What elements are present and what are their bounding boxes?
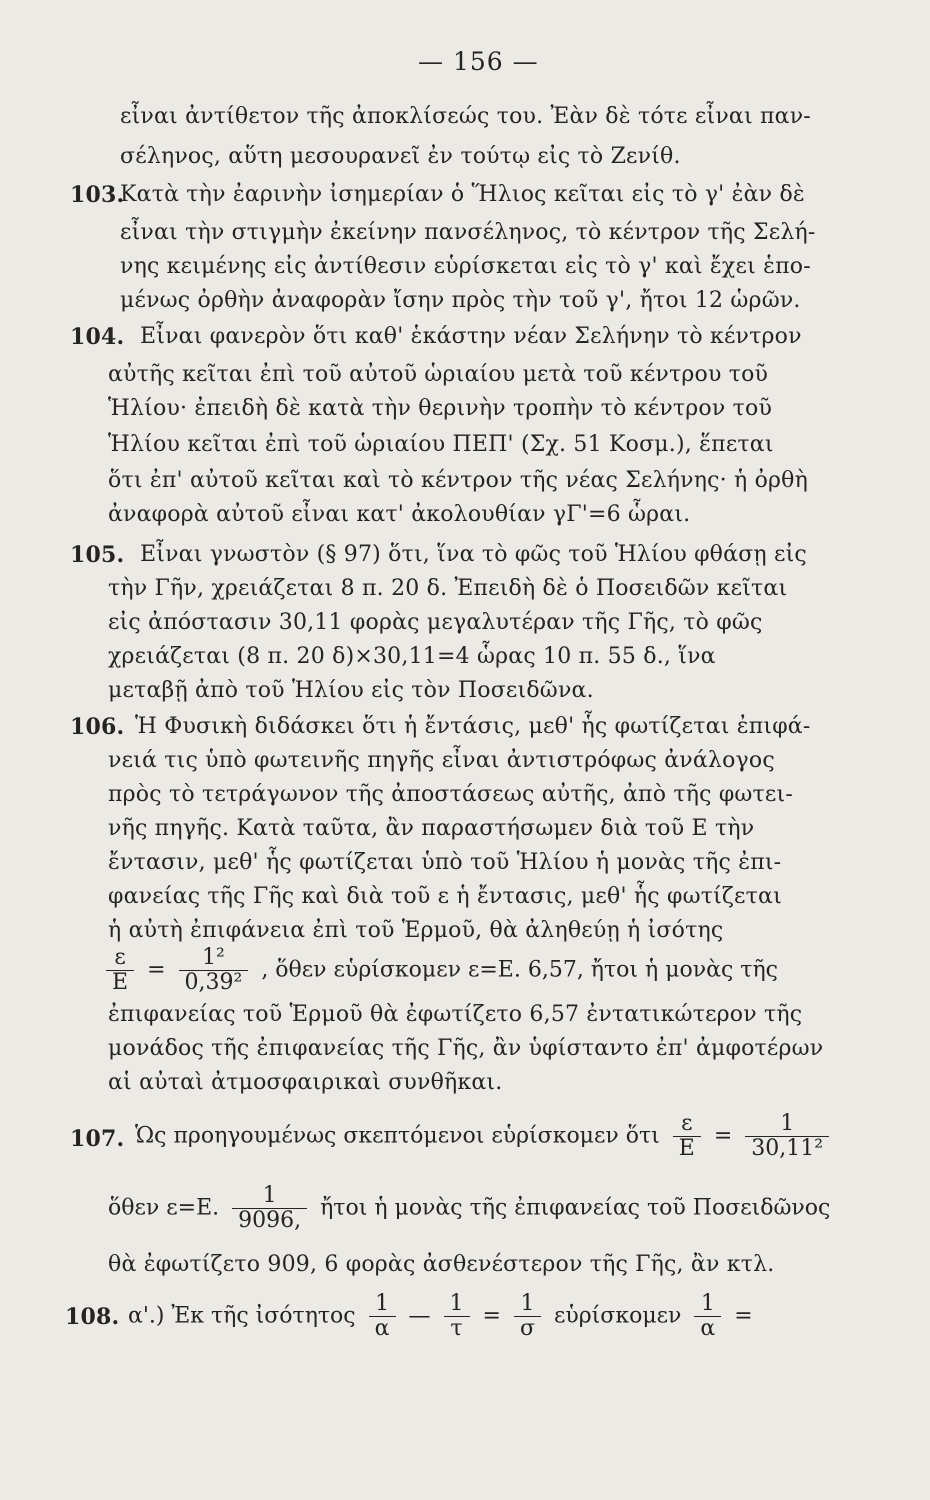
fraction [444,1292,470,1341]
section-number: 106. [70,714,125,740]
text-line: Κατὰ τὴν ἐαρινὴν ἰσημερίαν ὁ Ἥλιος κεῖται εἰς τὸ γ' ἐὰν δὲ [120,182,805,207]
equals-sign: = [734,1303,753,1329]
numerator: 1 [444,1292,470,1317]
text-line: ἡ αὐτὴ ἐπιφάνεια ἐπὶ τοῦ Ἑρμοῦ, θὰ ἀληθεύῃ ἡ ἰσότης [108,918,724,943]
fraction [369,1292,396,1341]
equation-107b [108,1184,830,1233]
text-line: ἀναφορὰ αὐτοῦ εἶναι κατ' ἀκολουθίαν γΓ'=6 ὧραι. [108,502,691,527]
denominator: Ε [112,970,129,995]
text-line: ἔντασιν, μεθ' ἧς φωτίζεται ὑπὸ τοῦ Ἡλίου ἡ μονὰς τῆς ἐπι- [108,850,782,875]
denominator: 30,11² [751,1136,824,1161]
equation-106 [100,946,778,995]
text-line: Ἡλίου· ἐπειδὴ δὲ κατὰ τὴν θερινὴν τροπὴν τὸ κέντρον τοῦ [108,396,773,421]
section-number: 107. [70,1126,125,1152]
text-line: μένως ὀρθὴν ἀναφορὰν ἴσην πρὸς τὴν τοῦ γ', ἤτοι 12 ὡρῶν. [120,288,801,313]
denominator: τ [450,1316,463,1341]
fraction [106,946,134,995]
text-line: εἶναι ἀντίθετον τῆς ἀποκλίσεώς του. Ἐὰν δὲ τότε εἶναι παν- [120,104,811,129]
equation-lead: Ὡς προηγουμένως σκεπτόμενοι εὑρίσκομεν ὅτι [135,1123,660,1149]
equation-tail: ἤτοι ἡ μονὰς τῆς ἐπιφανείας τοῦ Ποσειδῶνος [320,1195,831,1221]
numerator: ε [106,946,134,971]
section-number: 103. [70,182,125,208]
text-line: Εἶναι γνωστὸν (§ 97) ὅτι, ἵνα τὸ φῶς τοῦ Ἡλίου φθάσῃ εἰς [140,542,807,567]
text-line: αἱ αὐταὶ ἀτμοσφαιρικαὶ συνθῆκαι. [108,1070,503,1095]
equals-sign: = [147,957,166,983]
equation-108 [128,1292,753,1341]
text-line: νῆς πηγῆς. Κατὰ ταῦτα, ἂν παραστήσωμεν διὰ τοῦ Ε τὴν [108,816,755,841]
text-line: μεταβῇ ἀπὸ τοῦ Ἡλίου εἰς τὸν Ποσειδῶνα. [108,678,594,703]
fraction [514,1292,541,1341]
fraction [694,1292,721,1341]
numerator: 1 [745,1112,829,1137]
text-line: πρὸς τὸ τετράγωνον τῆς ἀποστάσεως αὐτῆς, ἀπὸ τῆς φωτει- [108,782,793,807]
text-line: χρειάζεται (8 π. 20 δ)×30,11=4 ὧρας 10 π. 55 δ., ἵνα [108,644,716,669]
equation-tail: , ὅθεν εὑρίσκομεν ε=Ε. 6,57, ἤτοι ἡ μονὰς τῆς [261,957,778,983]
equation-107 [135,1112,835,1161]
fraction [232,1184,307,1233]
text-line: τὴν Γῆν, χρειάζεται 8 π. 20 δ. Ἐπειδὴ δὲ ὁ Ποσειδῶν κεῖται [108,576,788,601]
text-line: νειά τις ὑπὸ φωτεινῆς πηγῆς εἶναι ἀντιστρόφως ἀνάλογος [108,748,775,773]
equation-lead: ὅθεν ε=Ε. [108,1195,220,1221]
text-line: φανείας τῆς Γῆς καὶ διὰ τοῦ ε ἡ ἔντασις, μεθ' ἧς φωτίζεται [108,884,782,909]
denominator: α [374,1316,390,1341]
text-line: εἰς ἀπόστασιν 30,11 φορὰς μεγαλυτέραν τῆς Γῆς, τὸ φῶς [108,610,763,635]
fraction [179,946,249,995]
text-line: θὰ ἐφωτίζετο 909, 6 φορὰς ἀσθενέστερον τῆς Γῆς, ἂν κτλ. [108,1252,775,1277]
text-line: εἶναι τὴν στιγμὴν ἐκείνην πανσέληνος, τὸ κέντρον τῆς Σελή- [120,220,816,245]
text-line: Ἡ Φυσικὴ διδάσκει ὅτι ἡ ἔντάσις, μεθ' ἧς φωτίζεται ἐπιφά- [135,714,811,739]
numerator: 1 [369,1292,396,1317]
fraction [745,1112,829,1161]
denominator: 0,39² [184,970,243,995]
text-line: αὐτῆς κεῖται ἐπὶ τοῦ αὐτοῦ ὡριαίου μετὰ τοῦ κέντρου τοῦ [108,362,769,387]
equals-sign: = [482,1303,501,1329]
equals-sign: = [713,1123,733,1149]
text-line: Ἡλίου κεῖται ἐπὶ τοῦ ὡριαίου ΠΕΠ' (Σχ. 51 Κοσμ.), ἕπεται [108,432,774,457]
fraction [673,1112,701,1161]
page-number: — 156 — [418,47,539,76]
section-number: 104. [70,324,125,350]
numerator: 1 [694,1292,721,1317]
numerator: 1 [232,1184,307,1209]
denominator: 9096, [238,1208,302,1233]
equation-text: εὑρίσκομεν [553,1303,682,1329]
minus-sign: — [408,1303,431,1329]
section-number: 108. [65,1304,120,1330]
text-line: σέληνος, αὕτη μεσουρανεῖ ἐν τούτῳ εἰς τὸ Ζενίθ. [120,144,681,169]
text-line: ὅτι ἐπ' αὐτοῦ κεῖται καὶ τὸ κέντρον τῆς νέας Σελήνης· ἡ ὀρθὴ [108,468,808,493]
denominator: σ [519,1316,535,1341]
text-line: Εἶναι φανερὸν ὅτι καθ' ἑκάστην νέαν Σελήνην τὸ κέντρον [140,324,802,349]
text-line: ἐπιφανείας τοῦ Ἑρμοῦ θὰ ἐφωτίζετο 6,57 ἐντατικώτερον τῆς [108,1002,803,1027]
numerator: ε [673,1112,701,1137]
text-line: μονάδος τῆς ἐπιφανείας τῆς Γῆς, ἂν ὑφίσταντο ἐπ' ἀμφοτέρων [108,1036,824,1061]
numerator: 1 [514,1292,541,1317]
numerator: 1² [179,946,249,971]
denominator: α [700,1316,716,1341]
text-line: νης κειμένης εἰς ἀντίθεσιν εὑρίσκεται εἰς τὸ γ' καὶ ἔχει ἑπο- [120,254,811,279]
denominator: Ε [678,1136,695,1161]
section-number: 105. [70,542,125,568]
equation-lead: α'.) Ἐκ τῆς ἰσότητος [128,1303,356,1329]
